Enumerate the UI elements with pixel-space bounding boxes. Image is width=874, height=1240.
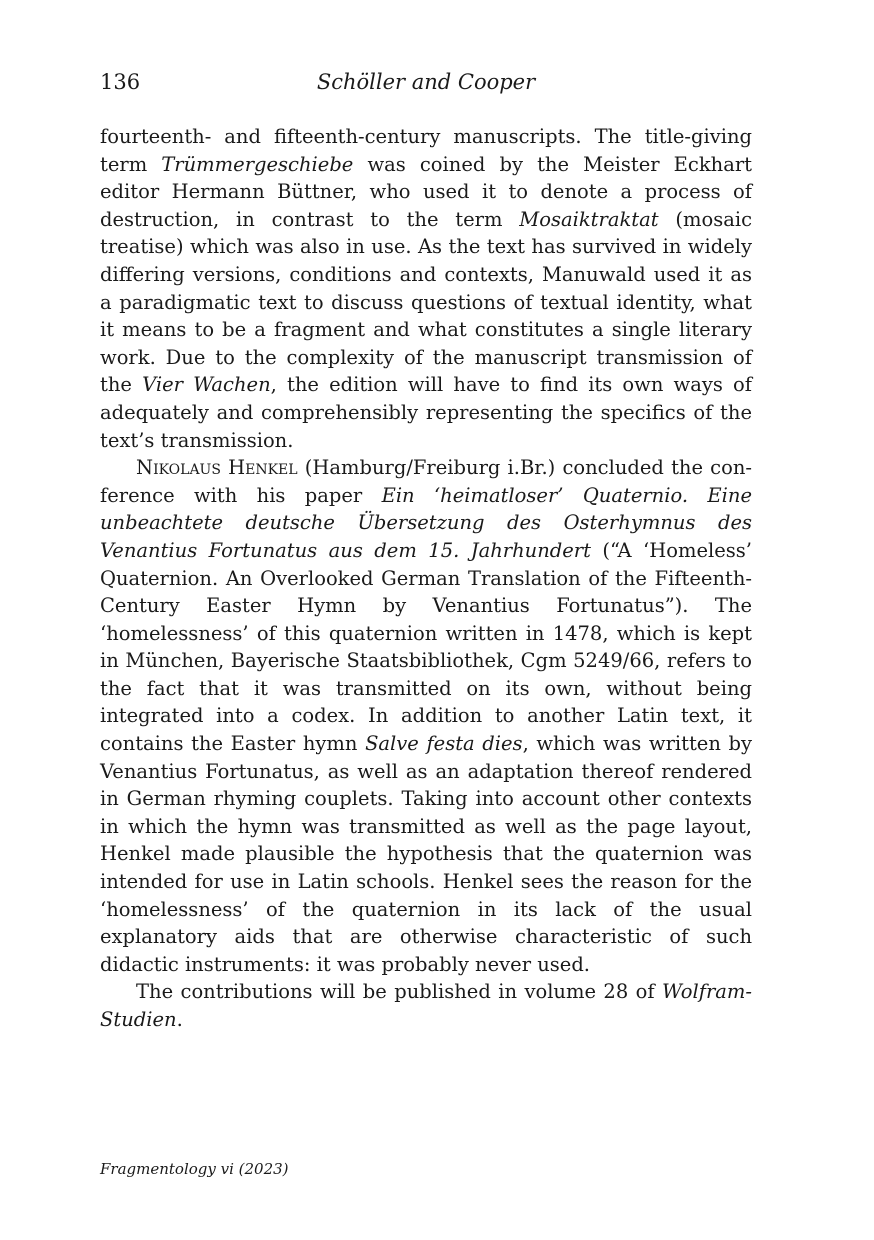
- paragraph-1: [100, 123, 752, 454]
- paragraph-3: [100, 978, 752, 1033]
- text-run: , which was written by Venantius Fortunatus, as well as an adaptation thereof rendered in German rhyming couplets. Taking into account other contexts in which the hymn was transmitted as well as the page layout, Henkel made plausible the hypothesis that the quaternion was intended for use in Latin schools. Henkel sees the reason for the ‘homelessness’ of the quaternion in its lack of the usual explanatory aids that are otherwise characteristic of such didactic instruments: it was probably never used.: [100, 732, 753, 976]
- text-run: .: [176, 1008, 183, 1031]
- text-run: fourteenth- and fifteenth-century manuscripts. The title-giving term: [100, 125, 752, 176]
- italic-paper-title: Ein ‘heimatloser’ Quaternio. Eine unbeachtete deutsche Übersetzung des Osterhymnus des Venantius Fortunatus aus dem 15. Jahrhundert: [100, 483, 752, 562]
- italic-term: Trümmergeschiebe: [161, 152, 354, 176]
- running-head: Schöller and Cooper: [316, 70, 536, 94]
- author-name: Nikolaus Henkel: [136, 456, 298, 480]
- page-footer: Fragmentology vi (2023): [100, 1160, 289, 1178]
- italic-title: Vier Wachen: [142, 373, 271, 397]
- paragraph-2: [100, 454, 752, 978]
- text-run: (Hamburg/Freiburg i.Br.) concluded the conference with his paper: [100, 456, 752, 507]
- body-text: [100, 123, 752, 1034]
- page-number: 136: [100, 70, 141, 94]
- italic-term: Mosaiktraktat: [519, 207, 659, 231]
- text-run: was coined by the Meister Eckhart editor Hermann Büttner, who used it to denote a process of destruction, in contrast to the term: [100, 152, 752, 231]
- text-run: (mosaic treatise) which was also in use. As the text has survived in widely differing versions, conditions and contexts, Manuwald used it as a paradigmatic text to discuss questions of textual identity, what it means to be a fragment and what constitutes a single literary work. Due to the complexity of the manuscript transmission of the: [100, 207, 752, 397]
- italic-hymn-title: Salve festa dies: [365, 732, 523, 756]
- text-run: The contributions will be published in volume 28 of: [136, 980, 663, 1004]
- italic-series-title: Wolfram-Studien: [100, 980, 752, 1031]
- page-header: [100, 70, 752, 100]
- text-run: (“A ‘Homeless’ Quaternion. An Overlooked German Translation of the Fifteenth-Century Easter Hymn by Venantius Fortunatus”). The ‘homelessness’ of this quaternion written in 1478, which is kept in München, Bayerische Staatsbibliothek, Cgm 5249/66, refers to the fact that it was transmitted on its own, without being integrated into a codex. In addition to another Latin text, it contains the Easter hymn: [100, 538, 752, 756]
- text-run: , the edition will have to find its own ways of adequately and comprehensibly representing the specifics of the text’s transmission.: [100, 373, 753, 452]
